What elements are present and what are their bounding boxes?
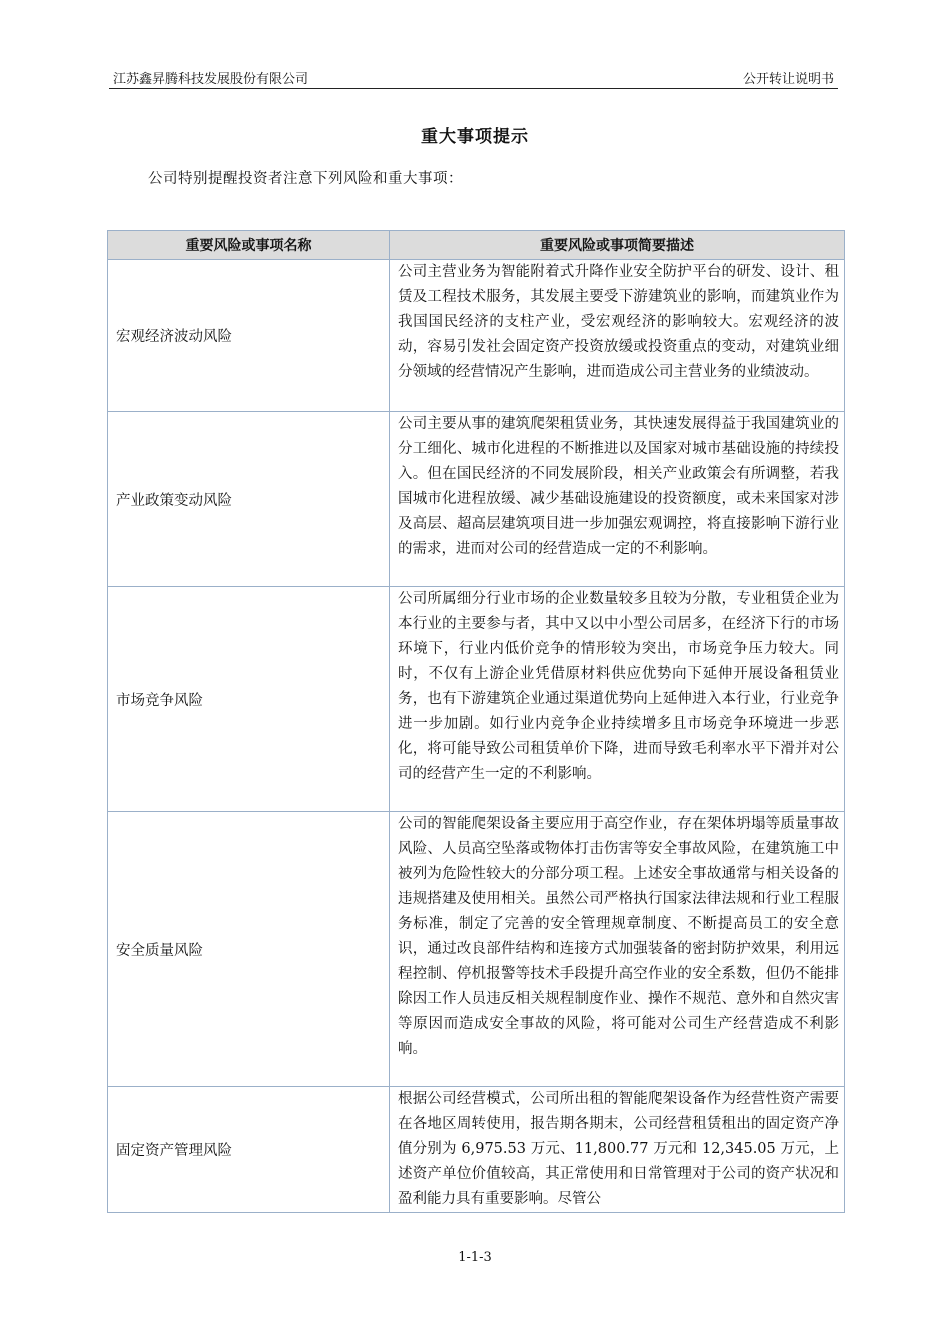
column-header-name: 重要风险或事项名称 xyxy=(108,231,390,260)
table-row xyxy=(108,1087,845,1213)
page-header xyxy=(109,62,838,89)
table-row xyxy=(108,587,845,812)
header-document-type: 公开转让说明书 xyxy=(742,72,834,87)
risk-name-cell: 宏观经济波动风险 xyxy=(108,260,390,412)
risk-name-cell: 安全质量风险 xyxy=(108,812,390,1087)
header-company-name: 江苏鑫昇腾科技发展股份有限公司 xyxy=(113,72,309,87)
risk-name-cell: 市场竞争风险 xyxy=(108,587,390,812)
table-row xyxy=(108,260,845,412)
column-header-description: 重要风险或事项简要描述 xyxy=(390,231,845,260)
risk-description-cell: 公司的智能爬架设备主要应用于高空作业，存在架体坍塌等质量事故风险、人员高空坠落或物体打击伤害等安全事故风险，在建筑施工中被列为危险性较大的分部分项工程。上述安全事故通常与相关设备的违规搭建及使用相关。虽然公司严格执行国家法律法规和行业工程服务标准，制定了完善的安全管理规章制度、不断提高员工的安全意识，通过改良部件结构和连接方式加强装备的密封防护效果，利用远程控制、停机报警等技术手段提升高空作业的安全系数，但仍不能排除因工作人员违反相关规程制度作业、操作不规范、意外和自然灾害等原因而造成安全事故的风险，将可能对公司生产经营造成不利影响。 xyxy=(390,812,845,1087)
risk-description-cell: 根据公司经营模式，公司所出租的智能爬架设备作为经营性资产需要在各地区周转使用，报告期各期末，公司经营租赁租出的固定资产净值分别为 6,975.53 万元、11,800.77 万元和 12,345.05 万元，上述资产单位价值较高，其正常使用和日常管理对于公司的资产状况和盈利能力具有重要影响。尽管公 xyxy=(390,1087,845,1213)
risk-description-cell: 公司主要从事的建筑爬架租赁业务，其快速发展得益于我国建筑业的分工细化、城市化进程的不断推进以及国家对城市基础设施的持续投入。但在国民经济的不同发展阶段，相关产业政策会有所调整，若我国城市化进程放缓、减少基础设施建设的投资额度，或未来国家对涉及高层、超高层建筑项目进一步加强宏观调控，将直接影响下游行业的需求，进而对公司的经营造成一定的不利影响。 xyxy=(390,412,845,587)
table-row xyxy=(108,812,845,1087)
table-row xyxy=(108,412,845,587)
risk-name-cell: 固定资产管理风险 xyxy=(108,1087,390,1213)
page-number: 1-1-3 xyxy=(458,1250,492,1265)
risk-table xyxy=(107,230,845,1213)
page-title: 重大事项提示 xyxy=(421,127,529,147)
risk-name-cell: 产业政策变动风险 xyxy=(108,412,390,587)
risk-description-cell: 公司主营业务为智能附着式升降作业安全防护平台的研发、设计、租赁及工程技术服务，其发展主要受下游建筑业的影响，而建筑业作为我国国民经济的支柱产业，受宏观经济的影响较大。宏观经济的波动，容易引发社会固定资产投资放缓或投资重点的变动，对建筑业细分领域的经营情况产生影响，进而造成公司主营业务的业绩波动。 xyxy=(390,260,845,412)
intro-paragraph: 公司特别提醒投资者注意下列风险和重大事项： xyxy=(148,171,463,187)
table-header-row xyxy=(108,231,845,260)
risk-description-cell: 公司所属细分行业市场的企业数量较多且较为分散，专业租赁企业为本行业的主要参与者，其中又以中小型公司居多，在经济下行的市场环境下，行业内低价竞争的情形较为突出，市场竞争压力较大。同时，不仅有上游企业凭借原材料供应优势向下延伸开展设备租赁业务，也有下游建筑企业通过渠道优势向上延伸进入本行业，行业竞争进一步加剧。如行业内竞争企业持续增多且市场竞争环境进一步恶化，将可能导致公司租赁单价下降，进而导致毛利率水平下滑并对公司的经营产生一定的不利影响。 xyxy=(390,587,845,812)
